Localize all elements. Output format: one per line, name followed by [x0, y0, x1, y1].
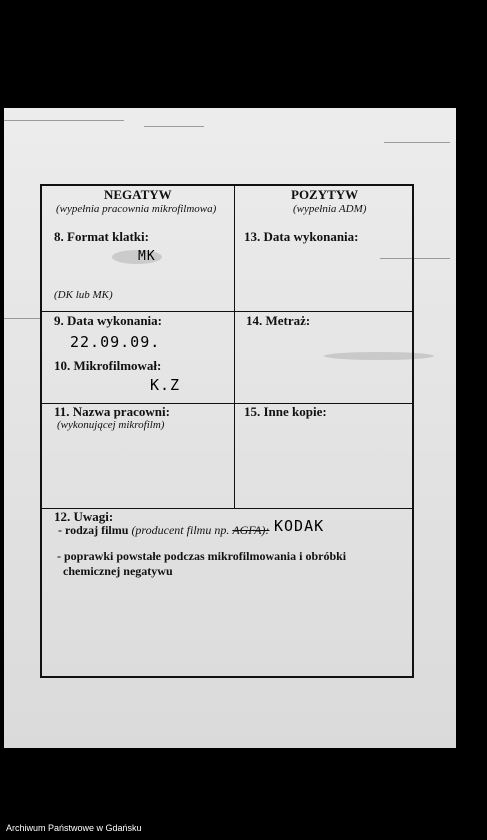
rodzaj-filmu-struck: AGFA): — [232, 523, 270, 537]
metraz-label: 14. Metraż: — [246, 313, 311, 328]
pozytyw-subtitle: (wypełnia ADM) — [293, 203, 367, 215]
nazwa-pracowni-label: 11. Nazwa pracowni: — [54, 404, 170, 419]
rodzaj-filmu-line — [58, 523, 269, 538]
inne-kopie-label: 15. Inne kopie: — [244, 404, 327, 419]
scratch-mark — [144, 126, 204, 127]
scratch-mark — [384, 142, 450, 143]
form-table — [40, 184, 414, 678]
nazwa-pracowni-note: (wykonującej mikrofilm) — [57, 419, 165, 431]
format-klatki-value: MK — [138, 249, 156, 264]
data-wykonania-value: 22.09.09. — [70, 333, 161, 351]
pozytyw-title: POZYTYW — [291, 187, 359, 202]
archive-footer: Archiwum Państwowe w Gdańsku — [6, 823, 142, 833]
data-wykonania-pozytyw-label: 13. Data wykonania: — [244, 229, 359, 244]
scratch-mark — [4, 120, 124, 121]
format-klatki-label: 8. Format klatki: — [54, 229, 149, 244]
uwagi-label: 12. Uwagi: — [54, 509, 114, 524]
rodzaj-filmu-label: - rodzaj filmu — [58, 523, 129, 537]
data-wykonania-label: 9. Data wykonania: — [54, 313, 162, 328]
negatyw-title: NEGATYW — [104, 187, 172, 202]
scratch-mark — [4, 318, 40, 319]
format-klatki-note: (DK lub MK) — [54, 289, 113, 301]
rodzaj-filmu-hint: (producent filmu np. — [131, 523, 230, 537]
negatyw-subtitle: (wypełnia pracownia mikrofilmowa) — [56, 203, 217, 215]
row-divider — [40, 311, 414, 312]
poprawki-line-1: - poprawki powstałe podczas mikrofilmowania i obróbki — [57, 549, 347, 563]
rodzaj-filmu-value: KODAK — [274, 517, 325, 535]
poprawki-line-2: chemicznej negatywu — [63, 564, 173, 578]
column-divider — [234, 184, 235, 508]
mikrofilmowal-value: K.Z — [150, 376, 181, 394]
mikrofilmowal-label: 10. Mikrofilmował: — [54, 358, 162, 373]
